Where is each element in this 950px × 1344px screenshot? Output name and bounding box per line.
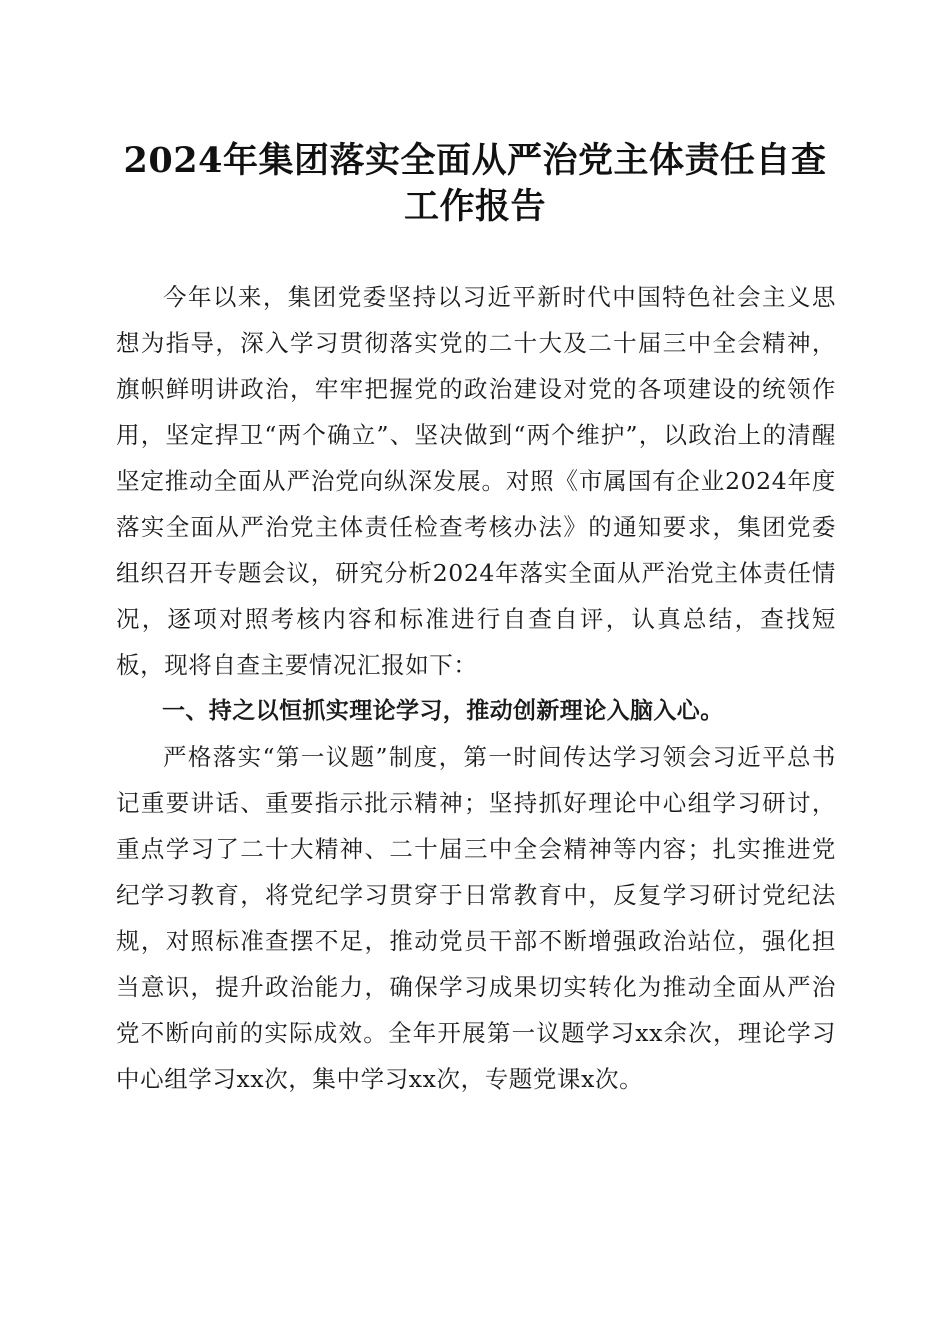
document-body <box>116 274 836 1102</box>
section-1-heading: 一、持之以恒抓实理论学习，推动创新理论入脑入心。 <box>162 698 724 724</box>
intro-paragraph: 今年以来，集团党委坚持以习近平新时代中国特色社会主义思想为指导，深入学习贯彻落实党的二十大及二十届三中全会精神，旗帜鲜明讲政治，牢牢把握党的政治建设对党的各项建设的统领作用，坚定捍卫“两个确立”、坚决做到“两个维护”，以政治上的清醒坚定推动全面从严治党向纵深发展。对照《市属国有企业2024年度落实全面从严治党主体责任检查考核办法》的通知要求，集团党委组织召开专题会议，研究分析2024年落实全面从严治党主体责任情况，逐项对照考核内容和标准进行自查自评，认真总结，查找短板，现将自查主要情况汇报如下： <box>116 283 836 679</box>
title-line-2: 工作报告 <box>403 186 546 227</box>
title-line-1: 2024年集团落实全面从严治党主体责任自查 <box>123 140 827 181</box>
section-1-paragraph: 严格落实“第一议题”制度，第一时间传达学习领会习近平总书记重要讲话、重要指示批示精神；坚持抓好理论中心组学习研讨，重点学习了二十大精神、二十届三中全会精神等内容；扎实推进党纪学习教育，将党纪学习贯穿于日常教育中，反复学习研讨党纪法规，对照标准查摆不足，推动党员干部不断增强政治站位，强化担当意识，提升政治能力，确保学习成果切实转化为推动全面从严治党不断向前的实际成效。全年开展第一议题学习xx余次，理论学习中心组学习xx次，集中学习xx次，专题党课x次。 <box>116 743 836 1093</box>
document-title <box>100 138 850 230</box>
